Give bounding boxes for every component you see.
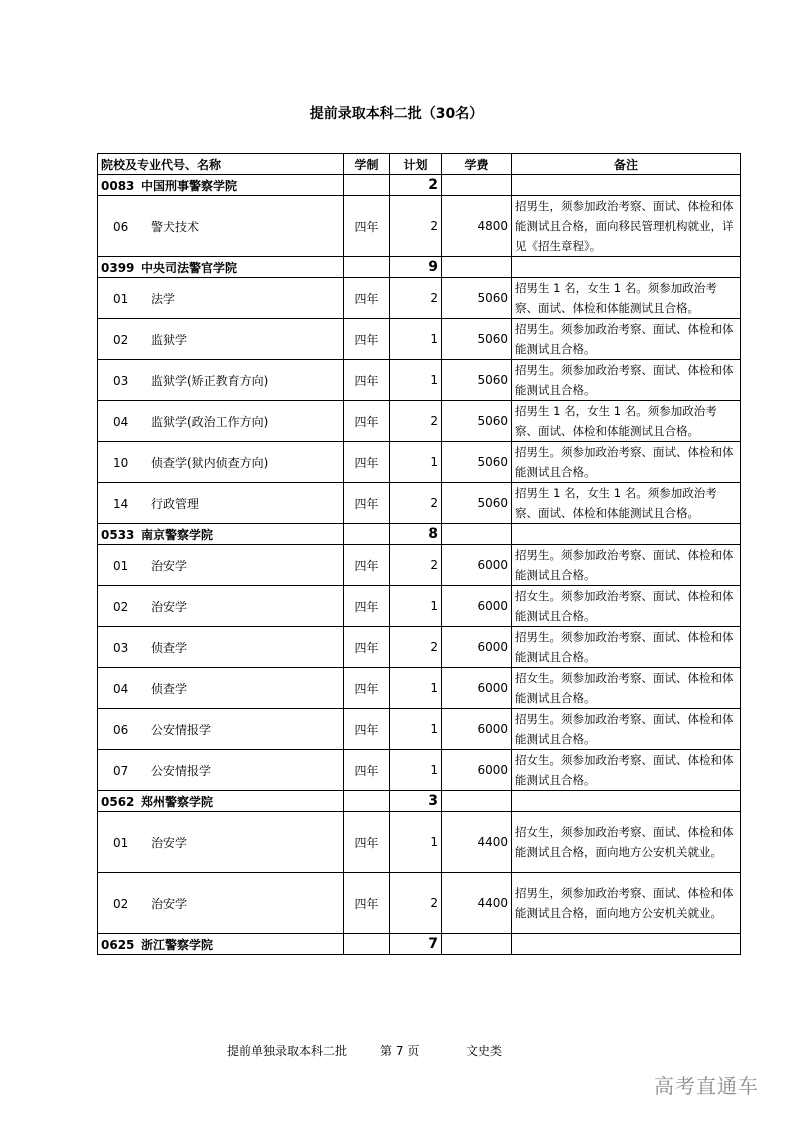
- major-cell: [98, 709, 344, 750]
- major-cell: [98, 750, 344, 791]
- major-name: 侦查学: [151, 681, 188, 696]
- school-cell: [98, 524, 344, 545]
- major-note: 招男生 1 名，女生 1 名。须参加政治考察、面试、体检和体能测试且合格。: [512, 278, 741, 319]
- major-name: 治安学: [151, 835, 188, 850]
- major-code: 04: [113, 414, 129, 429]
- major-cell: [98, 812, 344, 873]
- school-duration-empty: [344, 175, 390, 196]
- school-code: 0625: [101, 937, 135, 952]
- school-fee-empty: [442, 791, 512, 812]
- major-note: 招男生。须参加政治考察、面试、体检和体能测试且合格。: [512, 545, 741, 586]
- major-duration: 四年: [344, 483, 390, 524]
- major-plan: 1: [390, 586, 442, 627]
- major-cell: [98, 668, 344, 709]
- school-plan-count: 7: [390, 934, 442, 955]
- major-row: [98, 709, 741, 750]
- major-note: 招男生。须参加政治考察、面试、体检和体能测试且合格。: [512, 360, 741, 401]
- major-plan: 1: [390, 812, 442, 873]
- header-note: 备注: [512, 154, 741, 175]
- major-duration: 四年: [344, 360, 390, 401]
- major-duration: 四年: [344, 668, 390, 709]
- major-row: [98, 873, 741, 934]
- major-code: 10: [113, 455, 129, 470]
- school-plan-count: 2: [390, 175, 442, 196]
- major-plan: 2: [390, 401, 442, 442]
- major-plan: 1: [390, 319, 442, 360]
- major-note: 招男生 1 名，女生 1 名。须参加政治考察、面试、体检和体能测试且合格。: [512, 401, 741, 442]
- school-code: 0562: [101, 794, 135, 809]
- major-plan: 1: [390, 709, 442, 750]
- major-fee: 5060: [442, 278, 512, 319]
- major-code: 02: [113, 332, 129, 347]
- major-code: 02: [113, 896, 129, 911]
- school-fee-empty: [442, 524, 512, 545]
- major-duration: 四年: [344, 586, 390, 627]
- major-fee: 5060: [442, 483, 512, 524]
- page-title: 提前录取本科二批（30名）: [309, 106, 484, 122]
- major-cell: [98, 873, 344, 934]
- header-duration: 学制: [344, 154, 390, 175]
- major-fee: 4400: [442, 873, 512, 934]
- major-cell: [98, 442, 344, 483]
- school-fee-empty: [442, 257, 512, 278]
- major-name: 法学: [151, 291, 176, 306]
- school-cell: [98, 791, 344, 812]
- major-note: 招女生。须参加政治考察、面试、体检和体能测试且合格。: [512, 586, 741, 627]
- major-duration: 四年: [344, 442, 390, 483]
- school-cell: [98, 175, 344, 196]
- school-fee-empty: [442, 175, 512, 196]
- major-plan: 2: [390, 483, 442, 524]
- major-row: [98, 483, 741, 524]
- major-name: 侦查学: [151, 640, 188, 655]
- major-note: 招男生。须参加政治考察、面试、体检和体能测试且合格。: [512, 709, 741, 750]
- major-row: [98, 442, 741, 483]
- school-row: [98, 524, 741, 545]
- school-cell: [98, 257, 344, 278]
- major-row: [98, 319, 741, 360]
- school-fee-empty: [442, 934, 512, 955]
- table-body: [98, 175, 741, 955]
- major-code: 14: [113, 496, 129, 511]
- major-duration: 四年: [344, 278, 390, 319]
- major-note: 招男生，须参加政治考察、面试、体检和体能测试且合格，面向移民管理机构就业，详见《招生章程》。: [512, 196, 741, 257]
- major-note: 招女生。须参加政治考察、面试、体检和体能测试且合格。: [512, 668, 741, 709]
- header-plan: 计划: [390, 154, 442, 175]
- major-plan: 1: [390, 360, 442, 401]
- major-row: [98, 586, 741, 627]
- watermark: 高考直通车: [654, 1074, 759, 1098]
- major-fee: 5060: [442, 360, 512, 401]
- school-name: 中央司法警官学院: [141, 260, 238, 275]
- major-fee: 5060: [442, 442, 512, 483]
- major-note: 招男生，须参加政治考察、面试、体检和体能测试且合格，面向地方公安机关就业。: [512, 873, 741, 934]
- school-cell: [98, 934, 344, 955]
- major-fee: 4800: [442, 196, 512, 257]
- major-cell: [98, 586, 344, 627]
- major-name: 行政管理: [151, 496, 200, 511]
- major-code: 07: [113, 763, 129, 778]
- school-plan-count: 8: [390, 524, 442, 545]
- major-duration: 四年: [344, 401, 390, 442]
- page-footer: [0, 1042, 793, 1058]
- major-row: [98, 196, 741, 257]
- school-name: 中国刑事警察学院: [141, 178, 238, 193]
- major-code: 06: [113, 722, 129, 737]
- major-duration: 四年: [344, 750, 390, 791]
- major-plan: 2: [390, 873, 442, 934]
- school-name: 郑州警察学院: [141, 794, 214, 809]
- major-code: 02: [113, 599, 129, 614]
- major-code: 03: [113, 640, 129, 655]
- major-plan: 2: [390, 196, 442, 257]
- major-duration: 四年: [344, 709, 390, 750]
- footer-category: 文史类: [466, 1044, 503, 1058]
- major-duration: 四年: [344, 319, 390, 360]
- major-code: 06: [113, 219, 129, 234]
- school-duration-empty: [344, 934, 390, 955]
- major-name: 警犬技术: [151, 219, 200, 234]
- major-name: 监狱学(政治工作方向): [151, 414, 269, 429]
- school-row: [98, 175, 741, 196]
- school-row: [98, 257, 741, 278]
- major-cell: [98, 627, 344, 668]
- school-duration-empty: [344, 524, 390, 545]
- major-cell: [98, 196, 344, 257]
- major-name: 侦查学(狱内侦查方向): [151, 455, 269, 470]
- major-duration: 四年: [344, 196, 390, 257]
- major-name: 公安情报学: [151, 722, 212, 737]
- major-plan: 2: [390, 545, 442, 586]
- header-fee: 学费: [442, 154, 512, 175]
- school-name: 南京警察学院: [141, 527, 214, 542]
- school-note-empty: [512, 934, 741, 955]
- major-fee: 6000: [442, 750, 512, 791]
- major-plan: 2: [390, 278, 442, 319]
- major-row: [98, 668, 741, 709]
- major-row: [98, 401, 741, 442]
- school-code: 0399: [101, 260, 135, 275]
- major-cell: [98, 278, 344, 319]
- major-row: [98, 812, 741, 873]
- school-row: [98, 791, 741, 812]
- school-note-empty: [512, 257, 741, 278]
- header-name: 院校及专业代号、名称: [98, 154, 344, 175]
- school-duration-empty: [344, 791, 390, 812]
- major-cell: [98, 319, 344, 360]
- major-name: 治安学: [151, 558, 188, 573]
- major-note: 招男生。须参加政治考察、面试、体检和体能测试且合格。: [512, 442, 741, 483]
- major-row: [98, 627, 741, 668]
- admission-plan-table: [97, 153, 741, 955]
- major-cell: [98, 360, 344, 401]
- major-plan: 1: [390, 442, 442, 483]
- major-code: 01: [113, 558, 129, 573]
- major-fee: 5060: [442, 401, 512, 442]
- major-name: 监狱学: [151, 332, 188, 347]
- major-fee: 6000: [442, 709, 512, 750]
- school-code: 0533: [101, 527, 135, 542]
- major-name: 治安学: [151, 896, 188, 911]
- major-code: 03: [113, 373, 129, 388]
- footer-page-number: 第 7 页: [380, 1044, 420, 1058]
- major-cell: [98, 545, 344, 586]
- major-fee: 6000: [442, 545, 512, 586]
- major-code: 04: [113, 681, 129, 696]
- major-fee: 6000: [442, 627, 512, 668]
- major-row: [98, 750, 741, 791]
- major-fee: 6000: [442, 586, 512, 627]
- major-plan: 2: [390, 627, 442, 668]
- major-code: 01: [113, 291, 129, 306]
- major-row: [98, 360, 741, 401]
- school-name: 浙江警察学院: [141, 937, 214, 952]
- major-duration: 四年: [344, 873, 390, 934]
- major-row: [98, 278, 741, 319]
- major-fee: 4400: [442, 812, 512, 873]
- major-fee: 5060: [442, 319, 512, 360]
- major-fee: 6000: [442, 668, 512, 709]
- table-header-row: [98, 154, 741, 175]
- major-duration: 四年: [344, 545, 390, 586]
- school-note-empty: [512, 791, 741, 812]
- major-name: 监狱学(矫正教育方向): [151, 373, 269, 388]
- school-plan-count: 9: [390, 257, 442, 278]
- school-row: [98, 934, 741, 955]
- footer-batch: 提前单独录取本科二批: [227, 1044, 348, 1058]
- major-note: 招女生。须参加政治考察、面试、体检和体能测试且合格。: [512, 750, 741, 791]
- major-note: 招女生，须参加政治考察、面试、体检和体能测试且合格，面向地方公安机关就业。: [512, 812, 741, 873]
- school-duration-empty: [344, 257, 390, 278]
- major-code: 01: [113, 835, 129, 850]
- major-note: 招男生。须参加政治考察、面试、体检和体能测试且合格。: [512, 627, 741, 668]
- major-name: 公安情报学: [151, 763, 212, 778]
- major-duration: 四年: [344, 627, 390, 668]
- major-note: 招男生。须参加政治考察、面试、体检和体能测试且合格。: [512, 319, 741, 360]
- major-plan: 1: [390, 750, 442, 791]
- major-duration: 四年: [344, 812, 390, 873]
- major-row: [98, 545, 741, 586]
- major-cell: [98, 483, 344, 524]
- school-note-empty: [512, 175, 741, 196]
- school-code: 0083: [101, 178, 135, 193]
- major-name: 治安学: [151, 599, 188, 614]
- major-plan: 1: [390, 668, 442, 709]
- school-note-empty: [512, 524, 741, 545]
- major-cell: [98, 401, 344, 442]
- major-note: 招男生 1 名，女生 1 名。须参加政治考察、面试、体检和体能测试且合格。: [512, 483, 741, 524]
- school-plan-count: 3: [390, 791, 442, 812]
